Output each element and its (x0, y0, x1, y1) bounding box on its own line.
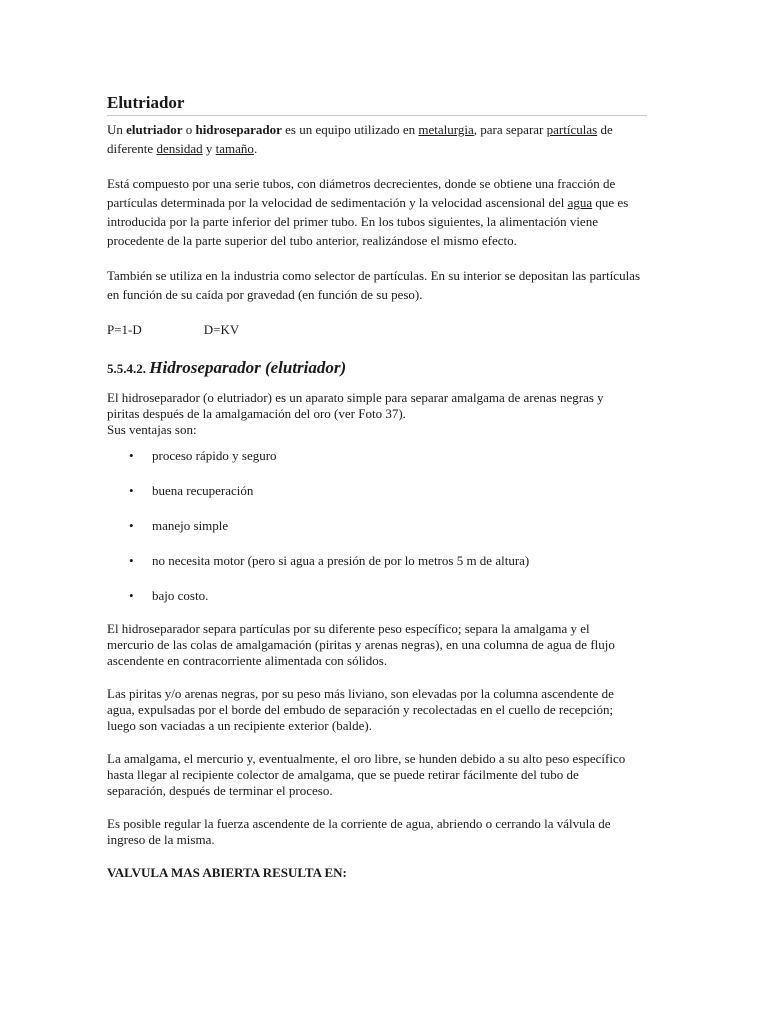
valve-paragraph (107, 816, 647, 848)
list-item (107, 553, 647, 569)
list-item-text: buena recuperación (152, 483, 254, 498)
list-item (107, 483, 647, 499)
formula-line (107, 320, 647, 339)
paragraph-line: agua, expulsadas por el borde del embudo de separación y recolectadas en el cuello de recepción; (107, 702, 614, 717)
bullet-icon: • (129, 483, 134, 498)
intro-text: o (182, 122, 196, 137)
bullet-icon: • (129, 518, 134, 533)
composition-text: que es introducida por la parte inferior del primer tubo. En los tubos siguientes, la alimentación viene procedente de la parte superior del tubo anterior, realizándose el mismo efecto. (107, 195, 629, 248)
composition-text: Está compuesto por una serie tubos, con diámetros decrecientes, donde se obtiene una fracción de partículas determinada por la velocidad de sedimentación y la velocidad ascensional del (107, 176, 616, 210)
article-body (107, 120, 647, 304)
paragraph-line: La amalgama, el mercurio y, eventualmente, el oro libre, se hunden debido a su alto peso específico (107, 751, 626, 766)
intro-text: Un (107, 122, 127, 137)
link-tamano[interactable]: tamaño (215, 141, 254, 156)
section-body (107, 390, 647, 881)
article-title-block (107, 92, 647, 116)
paragraph-line: Es posible regular la fuerza ascendente de la corriente de agua, abriendo o cerrando la válvula de (107, 816, 611, 831)
paragraph-line: hasta llegar al recipiente colector de amalgama, que se puede retirar fácilmente del tubo de (107, 767, 579, 782)
usage-paragraph: También se utiliza en la industria como selector de partículas. En su interior se depositan las partículas en función de su caída por gravedad (en función de su peso). (107, 268, 641, 302)
bullet-icon: • (129, 553, 134, 568)
section-intro (107, 390, 647, 438)
paragraph-line: Las piritas y/o arenas negras, por su peso más liviano, son elevadas por la columna ascendente de (107, 686, 614, 701)
intro-paragraph (107, 120, 647, 158)
term-hidroseparador: hidroseparador (195, 122, 282, 137)
list-item (107, 588, 647, 604)
intro-text: , para separar (473, 122, 547, 137)
list-item-text: proceso rápido y seguro (152, 448, 277, 463)
composition-paragraph (107, 174, 647, 250)
paragraph-line: mercurio de las colas de amalgamación (piritas y arenas negras), en una columna de agua de flujo (107, 637, 615, 652)
list-item-text: no necesita motor (pero si agua a presión de por lo metros 5 m de altura) (152, 553, 530, 568)
intro-text: de diferente (107, 122, 613, 156)
term-elutriador: elutriador (126, 122, 183, 137)
section-intro-line: piritas después de la amalgamación del oro (ver Foto 37). (107, 406, 406, 421)
link-metalurgia[interactable]: metalurgia (418, 122, 474, 137)
section-heading (107, 355, 647, 382)
pyrites-paragraph (107, 686, 647, 734)
bullet-icon: • (129, 588, 134, 603)
link-particulas[interactable]: partículas (546, 122, 598, 137)
article-title: Elutriador (107, 93, 185, 112)
list-item-text: manejo simple (152, 518, 229, 533)
section-intro-line: El hidroseparador (o elutriador) es un aparato simple para separar amalgama de arenas negras y (107, 390, 604, 405)
paragraph-line: ingreso de la misma. (107, 832, 215, 847)
document-page (107, 92, 647, 881)
list-item-text: bajo costo. (152, 588, 209, 603)
paragraph-line: ascendente en contracorriente alimentada con sólidos. (107, 653, 388, 668)
section-number: 5.5.4.2. (107, 361, 146, 376)
section-title: Hidroseparador (elutriador) (149, 358, 347, 377)
paragraph-line: luego son vaciadas a un recipiente exterior (balde). (107, 718, 372, 733)
formula-d: D=KV (203, 322, 240, 337)
formula-p: P=1-D (107, 322, 142, 337)
valve-heading: VALVULA MAS ABIERTA RESULTA EN: (107, 865, 347, 880)
list-item (107, 518, 647, 534)
link-densidad[interactable]: densidad (156, 141, 203, 156)
separation-paragraph (107, 621, 647, 669)
intro-text: y (202, 141, 216, 156)
intro-text: . (253, 141, 258, 156)
bullet-icon: • (129, 448, 134, 463)
paragraph-line: El hidroseparador separa partículas por su diferente peso específico; separa la amalgama y el (107, 621, 590, 636)
list-item (107, 448, 647, 464)
section-intro-line: Sus ventajas son: (107, 422, 197, 437)
intro-text: es un equipo utilizado en (281, 122, 419, 137)
paragraph-line: separación, después de terminar el proceso. (107, 783, 333, 798)
amalgam-paragraph (107, 751, 647, 799)
link-agua[interactable]: agua (567, 195, 593, 210)
advantages-list (107, 448, 647, 604)
